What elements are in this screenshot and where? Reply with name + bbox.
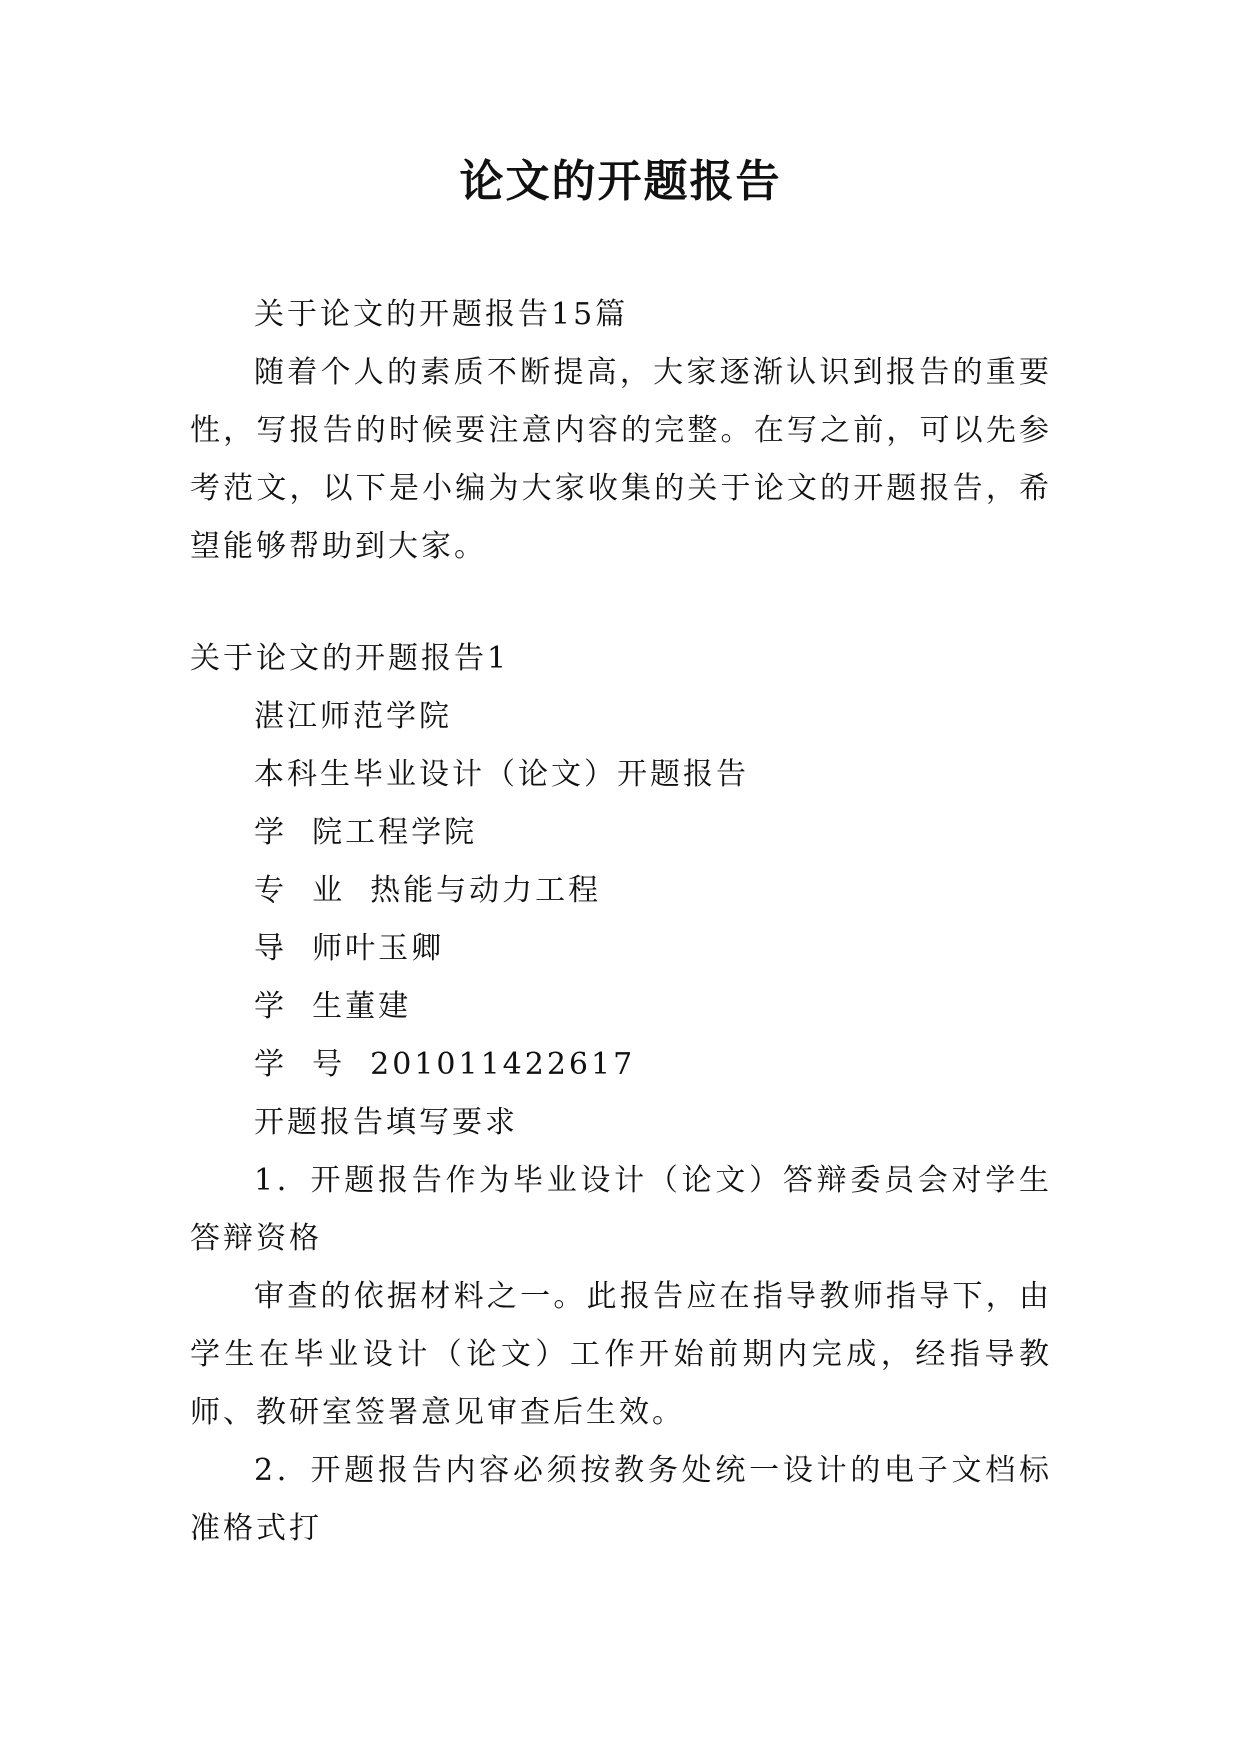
requirement-1-part-2: 审查的依据材料之一。此报告应在指导教师指导下，由学生在毕业设计（论文）工作开始前期内完成，经指导教师、教研室签署意见审查后生效。	[190, 1279, 1052, 1430]
advisor-line: 导 师叶玉卿	[254, 931, 445, 966]
requirements-heading: 开题报告填写要求	[254, 1105, 518, 1140]
requirement-1-part-1: 1．开题报告作为毕业设计（论文）答辩委员会对学生答辩资格	[190, 1163, 1052, 1256]
report-type-line: 本科生毕业设计（论文）开题报告	[254, 757, 749, 792]
major-line: 专 业 热能与动力工程	[254, 873, 602, 908]
section-heading: 关于论文的开题报告1	[190, 641, 510, 676]
college-line: 学 院工程学院	[254, 815, 478, 850]
student-id-line: 学 号 201011422617	[254, 1047, 636, 1082]
school-line: 湛江师范学院	[254, 699, 452, 734]
intro-paragraph: 随着个人的素质不断提高，大家逐渐认识到报告的重要性，写报告的时候要注意内容的完整。在写之前，可以先参考范文，以下是小编为大家收集的关于论文的开题报告，希望能够帮助到大家。	[190, 355, 1052, 564]
requirement-2: 2．开题报告内容必须按教务处统一设计的电子文档标准格式打	[190, 1453, 1052, 1546]
student-line: 学 生董建	[254, 989, 412, 1024]
document-title: 论文的开题报告	[459, 156, 782, 207]
document-subtitle: 关于论文的开题报告15篇	[254, 297, 629, 332]
